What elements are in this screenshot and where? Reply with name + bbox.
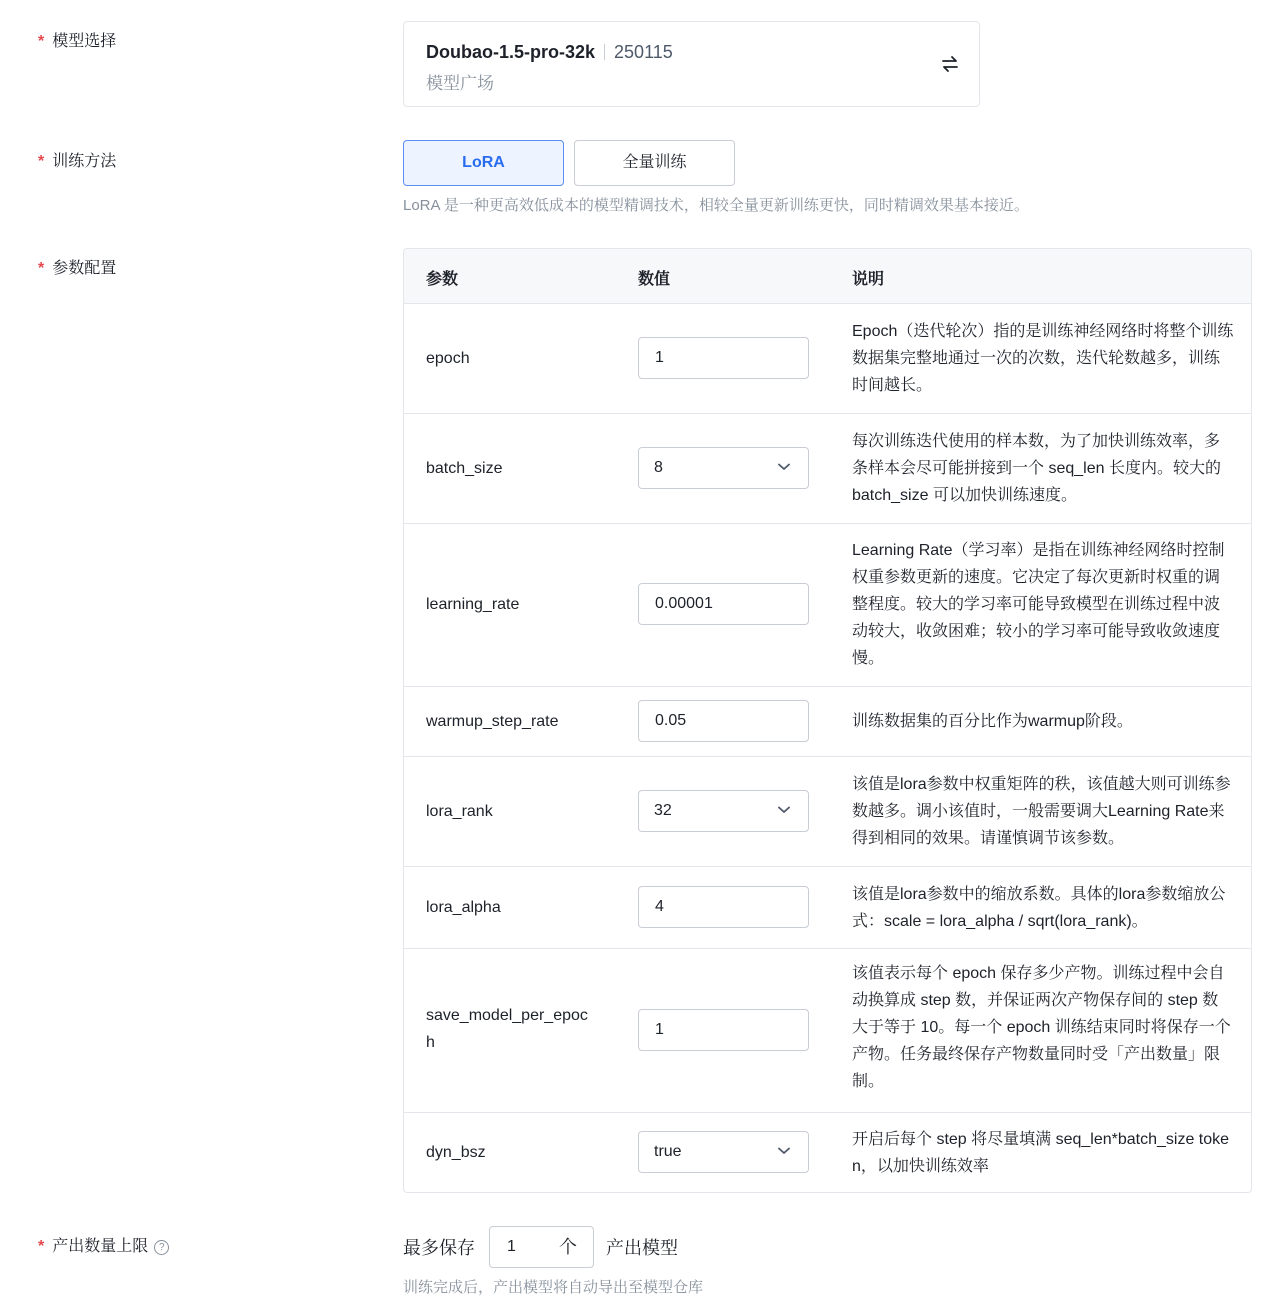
required-mark: * [38, 153, 45, 170]
chevron-down-icon [778, 463, 790, 471]
table-row [404, 1113, 1251, 1193]
method-lora-button[interactable]: LoRA [403, 140, 564, 186]
model-name: Doubao-1.5-pro-32k 250115 [426, 42, 673, 62]
model-card[interactable] [403, 21, 980, 107]
param-config-label: * 参数配置 [38, 260, 117, 277]
param-desc: Epoch（迭代轮次）指的是训练神经网络时将整个训练数据集完整地通过一次的次数，迭代轮数越多，训练时间越长。 [852, 323, 1234, 394]
param-desc: Learning Rate（学习率）是指在训练神经网络时控制权重参数更新的速度。它决定了每次更新时权重的调整程度。较大的学习率可能导致模型在训练过程中波动较大，收敛困难；较小的学习率可能导致收敛速度慢。 [852, 542, 1225, 667]
learning-rate-input[interactable]: 0.00001 [638, 583, 809, 625]
method-hint: LoRA 是一种更高效低成本的模型精调技术，相较全量更新训练更快，同时精调效果基本接近。 [403, 197, 1029, 214]
param-name: epoch [426, 350, 470, 367]
param-desc: 开启后每个 step 将尽量填满 seq_len*batch_size token，以加快训练效率 [852, 1131, 1230, 1175]
method-full-training-button[interactable]: 全量训练 [574, 140, 735, 186]
table-row [404, 687, 1251, 757]
lora-alpha-input[interactable]: 4 [638, 886, 809, 928]
chevron-down-icon [778, 1147, 790, 1155]
output-unit: 个 [559, 1237, 577, 1257]
output-count-input[interactable]: 1 个 [489, 1226, 594, 1268]
table-row [404, 304, 1251, 414]
param-desc: 该值表示每个 epoch 保存多少产物。训练过程中会自动换算成 step 数，并保证两次产物保存间的 step 数大于等于 10。每一个 epoch 训练结束同时将保存一个产物。任务最终保存产物数量同时受「产出数量」限制。 [852, 965, 1231, 1090]
swap-arrows-icon[interactable] [940, 54, 960, 74]
required-mark: * [38, 33, 45, 50]
table-row [404, 757, 1251, 867]
header-value: 数值 [638, 271, 671, 288]
model-divider [604, 44, 605, 60]
training-method-label: * 训练方法 [38, 153, 117, 170]
epoch-input[interactable]: 1 [638, 337, 809, 379]
table-row [404, 949, 1251, 1113]
param-desc: 该值是lora参数中权重矩阵的秩，该值越大则可训练参数越多。调小该值时，一般需要调大Learning Rate来得到相同的效果。请谨慎调节该参数。 [852, 776, 1231, 847]
output-suffix: 产出模型 [606, 1238, 678, 1258]
chevron-down-icon [778, 806, 790, 814]
required-mark: * [38, 1238, 45, 1255]
param-name: batch_size [426, 460, 503, 477]
param-table [403, 248, 1252, 1193]
param-desc: 每次训练迭代使用的样本数，为了加快训练效率，多条样本会尽可能拼接到一个 seq_len 长度内。较大的 batch_size 可以加快训练速度。 [852, 433, 1221, 504]
param-name: lora_alpha [426, 899, 501, 916]
param-desc: 该值是lora参数中的缩放系数。具体的lora参数缩放公式：scale = lora_alpha / sqrt(lora_rank)。 [852, 886, 1226, 930]
table-row [404, 414, 1251, 524]
lora-rank-select[interactable]: 32 [638, 790, 809, 832]
batch-size-select[interactable]: 8 [638, 447, 809, 489]
model-source: 模型广场 [426, 74, 494, 93]
param-name: learning_rate [426, 596, 520, 613]
table-row [404, 867, 1251, 949]
save-model-per-epoch-input[interactable]: 1 [638, 1009, 809, 1051]
output-limit-label: * 产出数量上限 ? [38, 1237, 169, 1257]
warmup-step-rate-input[interactable]: 0.05 [638, 700, 809, 742]
param-desc: 训练数据集的百分比作为warmup阶段。 [852, 713, 1133, 730]
table-row [404, 524, 1251, 687]
param-name: save_model_per_epoch [426, 1007, 588, 1051]
param-name: warmup_step_rate [426, 713, 559, 730]
header-desc: 说明 [852, 271, 885, 288]
model-select-label: * 模型选择 [38, 33, 117, 50]
param-name: dyn_bsz [426, 1144, 486, 1161]
param-name: lora_rank [426, 803, 493, 820]
required-mark: * [38, 260, 45, 277]
model-version: 250115 [614, 42, 673, 62]
output-prefix: 最多保存 [403, 1238, 475, 1258]
output-hint: 训练完成后，产出模型将自动导出至模型仓库 [403, 1279, 704, 1296]
header-param: 参数 [426, 271, 459, 288]
dyn-bsz-select[interactable]: true [638, 1131, 809, 1173]
table-header [404, 249, 1251, 304]
question-circle-icon[interactable]: ? [154, 1240, 169, 1255]
